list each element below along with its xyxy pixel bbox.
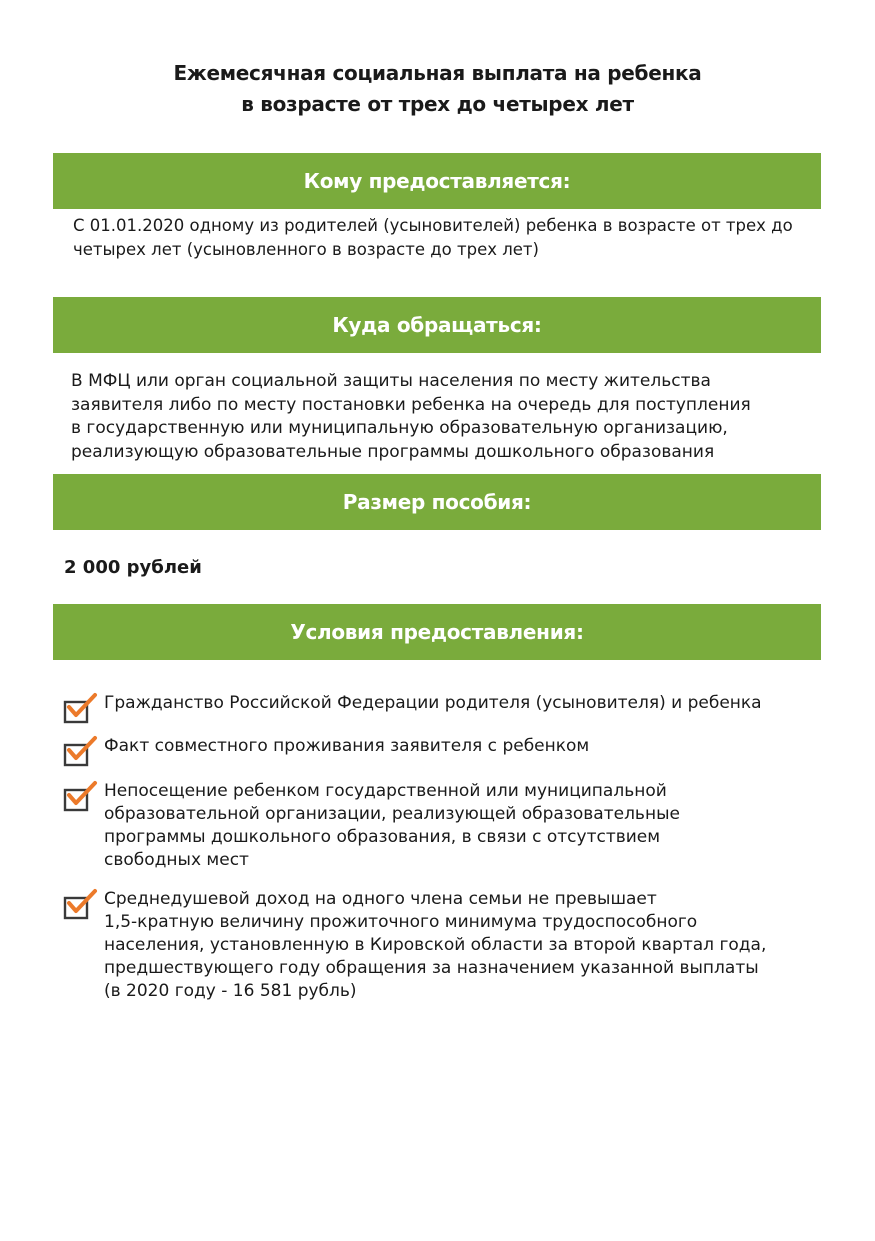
checkbox-checked-icon	[62, 780, 98, 814]
benefit-amount: 2 000 рублей	[64, 557, 202, 578]
text-line: В МФЦ или орган социальной защиты населения по месту жительства	[71, 371, 711, 391]
text-line: населения, установленную в Кировской области за второй квартал года,	[104, 935, 767, 955]
text-line: реализующую образовательные программы дошкольного образования	[71, 441, 715, 462]
section-header-amount: Размер пособия:	[53, 474, 821, 530]
section-header-who: Кому предоставляется:	[53, 153, 821, 209]
text-line: в государственную или муниципальную образовательную организацию,	[71, 418, 728, 438]
condition-text	[104, 888, 766, 1003]
text-line: Гражданство Российской Федерации родителя (усыновителя) и ребенка	[104, 693, 762, 713]
text-line: программы дошкольного образования, в связи с отсутствием	[104, 827, 661, 847]
condition-text	[104, 735, 589, 758]
text-line: заявителя либо по месту постановки ребенка на очередь для поступления	[71, 394, 751, 415]
page-title	[0, 58, 875, 120]
page-title-line-2: в возрасте от трех до четырех лет	[241, 92, 634, 116]
text-line: Среднедушевой доход на одного члена семьи не превышает	[104, 889, 657, 909]
text-line: образовательной организации, реализующей образовательные	[104, 804, 680, 824]
text-line: 1,5-кратную величину прожиточного минимума трудоспособного	[104, 912, 698, 932]
text-line: (в 2020 году - 16 581 рубль)	[104, 981, 357, 1001]
checkbox-checked-icon	[62, 692, 98, 726]
text-line: свободных мест	[104, 850, 249, 870]
checkbox-checked-icon	[62, 735, 98, 769]
checkbox-checked-icon	[62, 888, 98, 922]
text-line: Факт совместного проживания заявителя с ребенком	[104, 736, 590, 756]
text-line: четырех лет (усыновленного в возрасте до трех лет)	[73, 240, 539, 259]
text-line: С 01.01.2020 одному из родителей (усыновителей) ребенка в возрасте от трех до	[73, 216, 793, 235]
text-line: Непосещение ребенком государственной или муниципальной	[104, 781, 667, 801]
condition-text	[104, 780, 680, 872]
text-line: предшествующего году обращения за назначением указанной выплаты	[104, 958, 759, 978]
section-body-who	[73, 214, 793, 262]
section-header-where: Куда обращаться:	[53, 297, 821, 353]
section-body-where	[71, 370, 751, 464]
page-title-line-1: Ежемесячная социальная выплата на ребенка	[173, 61, 702, 85]
section-header-conditions: Условия предоставления:	[53, 604, 821, 660]
condition-text	[104, 692, 762, 715]
